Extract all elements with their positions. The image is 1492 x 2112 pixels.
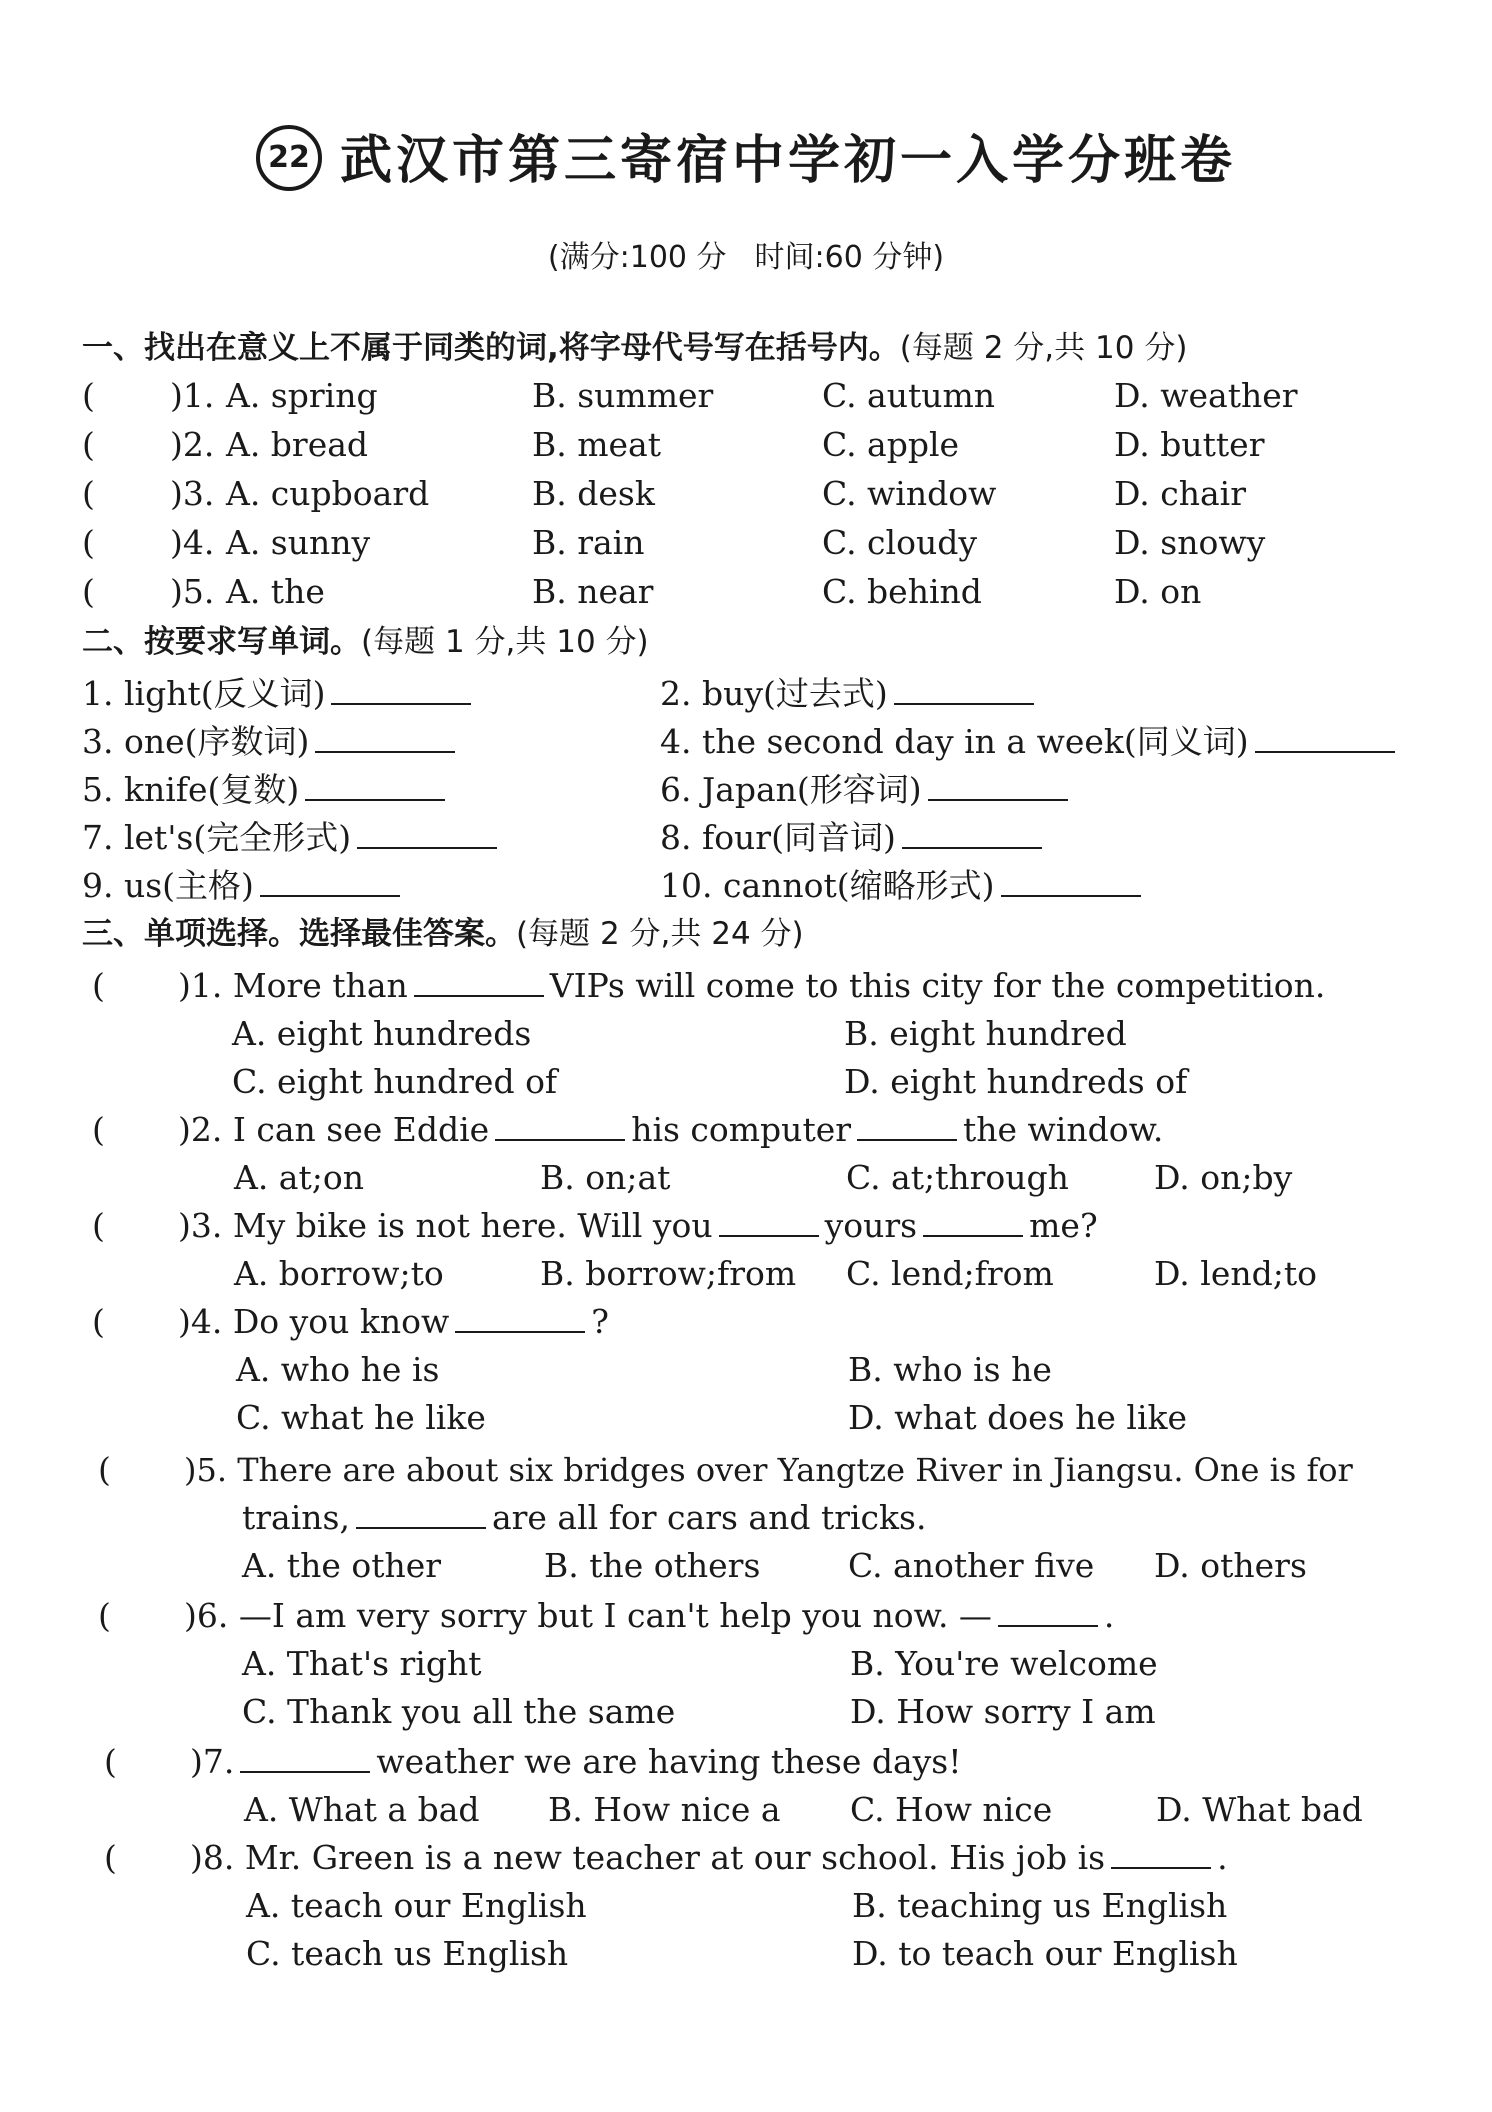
question-text: trains, bbox=[242, 1498, 350, 1537]
option-c: C. window bbox=[822, 474, 997, 513]
answer-blank[interactable] bbox=[923, 1205, 1023, 1237]
word-item-prompt: 3. one(序数词) bbox=[82, 722, 310, 761]
item-number: )4. bbox=[170, 523, 215, 562]
full-score-text: (满分:100 分 bbox=[547, 240, 727, 275]
answer-blank[interactable] bbox=[998, 1595, 1098, 1627]
word-item bbox=[82, 672, 477, 716]
answer-paren[interactable]: ( bbox=[82, 572, 95, 611]
question-text: ? bbox=[591, 1302, 609, 1341]
section1-heading bbox=[82, 326, 1187, 370]
option-d: D. What bad bbox=[1156, 1790, 1363, 1829]
word-item bbox=[660, 720, 1401, 764]
section2-heading bbox=[82, 620, 649, 664]
option-a: A. the other bbox=[242, 1546, 442, 1585]
option-b: B. teaching us English bbox=[852, 1886, 1228, 1925]
answer-blank[interactable] bbox=[928, 769, 1068, 801]
question-text: his computer bbox=[631, 1110, 852, 1149]
option-c: C. How nice bbox=[850, 1790, 1053, 1829]
question-stem bbox=[190, 1836, 1228, 1880]
word-item-prompt: 1. light(反义词) bbox=[82, 674, 326, 713]
section2-heading-text: 二、按要求写单词。 bbox=[82, 624, 361, 660]
option-b: B. near bbox=[532, 572, 654, 611]
question-text: )2. I can see Eddie bbox=[178, 1110, 490, 1149]
option-d: D. to teach our English bbox=[852, 1934, 1238, 1973]
word-item-prompt: 7. let's(完全形式) bbox=[82, 818, 352, 857]
item-number: )5. bbox=[170, 572, 215, 611]
option-b: B. who is he bbox=[848, 1350, 1052, 1389]
word-item bbox=[660, 816, 1048, 860]
answer-blank[interactable] bbox=[356, 1497, 486, 1529]
question-stem bbox=[184, 1594, 1114, 1638]
answer-paren[interactable]: ( bbox=[92, 1302, 105, 1341]
word-item-prompt: 6. Japan(形容词) bbox=[660, 770, 922, 809]
answer-blank[interactable] bbox=[1111, 1837, 1211, 1869]
answer-blank[interactable] bbox=[240, 1741, 370, 1773]
answer-blank[interactable] bbox=[1001, 865, 1141, 897]
answer-paren[interactable]: ( bbox=[82, 474, 95, 513]
option-b: B. How nice a bbox=[548, 1790, 781, 1829]
answer-blank[interactable] bbox=[894, 673, 1034, 705]
option-d: D. on;by bbox=[1154, 1158, 1293, 1197]
section3-heading-text: 三、单项选择。选择最佳答案。 bbox=[82, 916, 516, 952]
answer-blank[interactable] bbox=[331, 673, 471, 705]
option-d: D. How sorry I am bbox=[850, 1692, 1156, 1731]
question-stem bbox=[178, 964, 1325, 1008]
question-text: me? bbox=[1029, 1206, 1098, 1245]
word-item bbox=[82, 720, 461, 764]
word-item-prompt: 9. us(主格) bbox=[82, 866, 254, 905]
answer-blank[interactable] bbox=[315, 721, 455, 753]
question-text: )7. bbox=[190, 1742, 235, 1781]
option-b: B. You're welcome bbox=[850, 1644, 1158, 1683]
question-text: )6. —I am very sorry but I can't help you now. — bbox=[184, 1596, 992, 1635]
option-c: C. at;through bbox=[846, 1158, 1069, 1197]
section3-score: (每题 2 分,共 24 分) bbox=[516, 916, 804, 952]
option-a: A. sunny bbox=[226, 523, 371, 562]
section3-heading bbox=[82, 912, 804, 956]
answer-blank[interactable] bbox=[260, 865, 400, 897]
answer-paren[interactable]: ( bbox=[82, 376, 95, 415]
answer-blank[interactable] bbox=[414, 965, 544, 997]
answer-paren[interactable]: ( bbox=[82, 425, 95, 464]
question-text: . bbox=[1217, 1838, 1228, 1877]
answer-blank[interactable] bbox=[495, 1109, 625, 1141]
option-c: C. behind bbox=[822, 572, 982, 611]
answer-blank[interactable] bbox=[902, 817, 1042, 849]
question-stem bbox=[178, 1204, 1098, 1248]
option-a: A. That's right bbox=[242, 1644, 482, 1683]
option-a: A. spring bbox=[226, 376, 378, 415]
option-c: C. cloudy bbox=[822, 523, 977, 562]
option-d: D. snowy bbox=[1114, 523, 1266, 562]
word-item-prompt: 8. four(同音词) bbox=[660, 818, 896, 857]
answer-blank[interactable] bbox=[455, 1301, 585, 1333]
option-d: D. chair bbox=[1114, 474, 1246, 513]
question-text: VIPs will come to this city for the competition. bbox=[549, 966, 1326, 1005]
word-item bbox=[82, 768, 451, 812]
answer-paren[interactable]: ( bbox=[82, 523, 95, 562]
answer-blank[interactable] bbox=[719, 1205, 819, 1237]
word-item-prompt: 10. cannot(缩略形式) bbox=[660, 866, 995, 905]
word-item-prompt: 4. the second day in a week(同义词) bbox=[660, 722, 1249, 761]
question-text: )4. Do you know bbox=[178, 1302, 450, 1341]
question-text: )3. My bike is not here. Will you bbox=[178, 1206, 713, 1245]
answer-paren[interactable]: ( bbox=[98, 1596, 111, 1635]
option-b: B. on;at bbox=[540, 1158, 671, 1197]
question-text: )8. Mr. Green is a new teacher at our school. His job is bbox=[190, 1838, 1106, 1877]
option-d: D. others bbox=[1154, 1546, 1307, 1585]
option-c: C. lend;from bbox=[846, 1254, 1054, 1293]
word-item bbox=[660, 864, 1147, 908]
option-c: C. Thank you all the same bbox=[242, 1692, 676, 1731]
page-title bbox=[0, 118, 1492, 197]
option-d: D. eight hundreds of bbox=[844, 1062, 1188, 1101]
answer-paren[interactable]: ( bbox=[92, 966, 105, 1005]
item-number: )2. bbox=[170, 425, 215, 464]
option-a: A. who he is bbox=[236, 1350, 440, 1389]
answer-paren[interactable]: ( bbox=[104, 1838, 117, 1877]
item-number: )1. bbox=[170, 376, 215, 415]
question-text: )1. More than bbox=[178, 966, 408, 1005]
answer-blank[interactable] bbox=[857, 1109, 957, 1141]
question-stem bbox=[190, 1740, 962, 1784]
question-text: . bbox=[1103, 1596, 1115, 1635]
option-c: C. eight hundred of bbox=[232, 1062, 558, 1101]
option-b: B. borrow;from bbox=[540, 1254, 797, 1293]
question-text: yours bbox=[824, 1206, 918, 1245]
question-stem bbox=[178, 1108, 1163, 1152]
option-b: B. eight hundred bbox=[844, 1014, 1127, 1053]
question-text: the window. bbox=[963, 1110, 1164, 1149]
option-a: A. teach our English bbox=[246, 1886, 587, 1925]
answer-paren[interactable]: ( bbox=[92, 1206, 105, 1245]
option-a: A. What a bad bbox=[244, 1790, 480, 1829]
word-item bbox=[82, 816, 503, 860]
option-a: A. the bbox=[226, 572, 325, 611]
option-d: D. lend;to bbox=[1154, 1254, 1317, 1293]
answer-blank[interactable] bbox=[1255, 721, 1395, 753]
option-c: C. what he like bbox=[236, 1398, 486, 1437]
option-a: A. at;on bbox=[234, 1158, 364, 1197]
question-text: weather we are having these days! bbox=[376, 1742, 962, 1781]
option-c: C. apple bbox=[822, 425, 960, 464]
option-d: D. on bbox=[1114, 572, 1202, 611]
answer-paren[interactable]: ( bbox=[92, 1110, 105, 1149]
exam-number-badge: 22 bbox=[256, 125, 322, 191]
section1-heading-text: 一、找出在意义上不属于同类的词,将字母代号写在括号内。 bbox=[82, 330, 900, 366]
option-b: B. desk bbox=[532, 474, 655, 513]
option-a: A. borrow;to bbox=[234, 1254, 444, 1293]
option-b: B. the others bbox=[544, 1546, 761, 1585]
word-item bbox=[660, 768, 1074, 812]
word-item-prompt: 5. knife(复数) bbox=[82, 770, 300, 809]
exam-title-text: 武汉市第三寄宿中学初一入学分班卷 bbox=[339, 131, 1236, 191]
option-c: C. teach us English bbox=[246, 1934, 569, 1973]
item-number: )3. bbox=[170, 474, 215, 513]
exam-info bbox=[0, 232, 1492, 276]
option-a: A. eight hundreds bbox=[232, 1014, 532, 1053]
section2-score: (每题 1 分,共 10 分) bbox=[361, 624, 649, 660]
question-text: )5. There are about six bridges over Yangtze River in Jiangsu. One is for bbox=[184, 1451, 1353, 1489]
option-d: D. weather bbox=[1114, 376, 1298, 415]
word-item bbox=[660, 672, 1040, 716]
option-a: A. cupboard bbox=[226, 474, 430, 513]
answer-blank[interactable] bbox=[305, 769, 445, 801]
question-stem bbox=[184, 1448, 1353, 1492]
answer-paren[interactable]: ( bbox=[98, 1450, 111, 1489]
option-b: B. summer bbox=[532, 376, 714, 415]
word-item-prompt: 2. buy(过去式) bbox=[660, 674, 888, 713]
answer-paren[interactable]: ( bbox=[104, 1742, 117, 1781]
word-item bbox=[82, 864, 406, 908]
option-c: C. another five bbox=[848, 1546, 1095, 1585]
option-d: D. what does he like bbox=[848, 1398, 1188, 1437]
time-limit-text: 时间:60 分钟) bbox=[754, 240, 945, 275]
option-b: B. meat bbox=[532, 425, 661, 464]
option-c: C. autumn bbox=[822, 376, 996, 415]
question-stem bbox=[178, 1300, 609, 1344]
option-a: A. bread bbox=[226, 425, 369, 464]
option-b: B. rain bbox=[532, 523, 645, 562]
answer-blank[interactable] bbox=[357, 817, 497, 849]
question-stem-line2 bbox=[242, 1496, 926, 1540]
section1-score: (每题 2 分,共 10 分) bbox=[899, 330, 1188, 366]
option-d: D. butter bbox=[1114, 425, 1265, 464]
question-text: are all for cars and tricks. bbox=[491, 1498, 927, 1537]
